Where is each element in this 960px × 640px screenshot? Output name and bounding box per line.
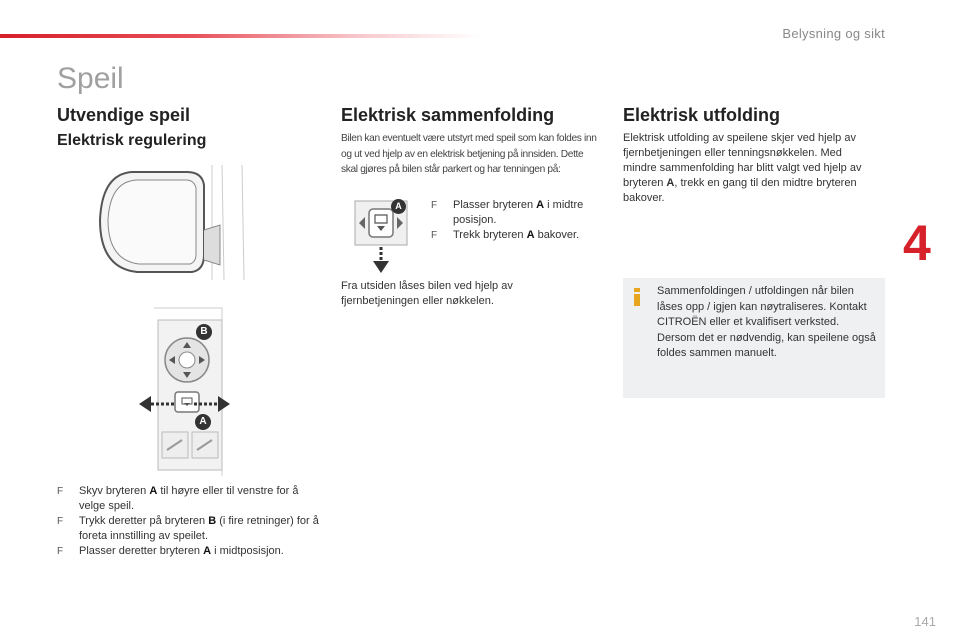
list-item: F Plasser bryteren A i midtre posisjon. [431,199,584,226]
page-number: 141 [914,614,936,629]
bullet-icon: F [431,200,438,211]
bullet-icon: F [57,516,64,527]
mirror-illustration [92,160,272,285]
arrow-left-icon [139,395,175,413]
label-a-badge: A [195,414,211,430]
label-b-badge: B [196,324,212,340]
chapter-number: 4 [903,215,931,271]
adjustment-steps-list [57,484,327,559]
label-a-badge: A [391,199,406,214]
header-accent-bar [0,34,480,38]
bullet-icon: F [57,486,64,497]
info-text: Sammenfoldingen / utfoldingen når bilen låses opp / igjen kan nøytraliseres. Kontakt CITROËN eller et kvalifisert verksted. Dersom det er nødvendig, kan speilene også foldes sammen manuelt. [657,285,876,359]
bullet-icon: F [431,230,438,241]
bullet-icon: F [57,546,64,557]
page-title: Speil [57,62,124,95]
section-heading-exterior-mirrors: Utvendige speil [57,105,191,125]
list-item: F Skyv bryteren A til høyre eller til venstre for å velge speil. [57,485,299,512]
folding-steps-list [431,198,606,243]
folding-intro-text: Bilen kan eventuelt være utstyrt med speil som kan foldes inn og ut ved hjelp av en elektrisk betjening på innsiden. Dette skal gjøres på bilen står parkert og har tenningen på: [341,133,597,175]
section-heading-electric-unfolding: Elektrisk utfolding [623,105,781,125]
arrow-right-icon [194,395,230,413]
locking-note: Fra utsiden låses bilen ved hjelp av fjernbetjeningen eller nøkkelen. [341,280,513,307]
info-icon [632,288,642,306]
section-heading-electric-folding: Elektrisk sammenfolding [341,105,555,125]
unfolding-text: Elektrisk utfolding av speilene skjer ved hjelp av fjernbetjeningen eller tenningsnøkkelen. Med mindre sammenfolding har blitt valgt ved hjelp av bryteren A, trekk en gang til den midtre bryteren bakover. [623,132,862,204]
chapter-title: Belysning og sikt [782,26,885,41]
list-item: F Trekk bryteren A bakover. [431,229,580,241]
list-item: F Plasser deretter bryteren A i midtposisjon. [57,545,284,557]
subheading-electric-adjustment: Elektrisk regulering [57,132,207,149]
switch-panel-illustration [140,300,235,478]
list-item: F Trykk deretter på bryteren B (i fire retninger) for å foreta innstilling av speilet. [57,515,319,542]
